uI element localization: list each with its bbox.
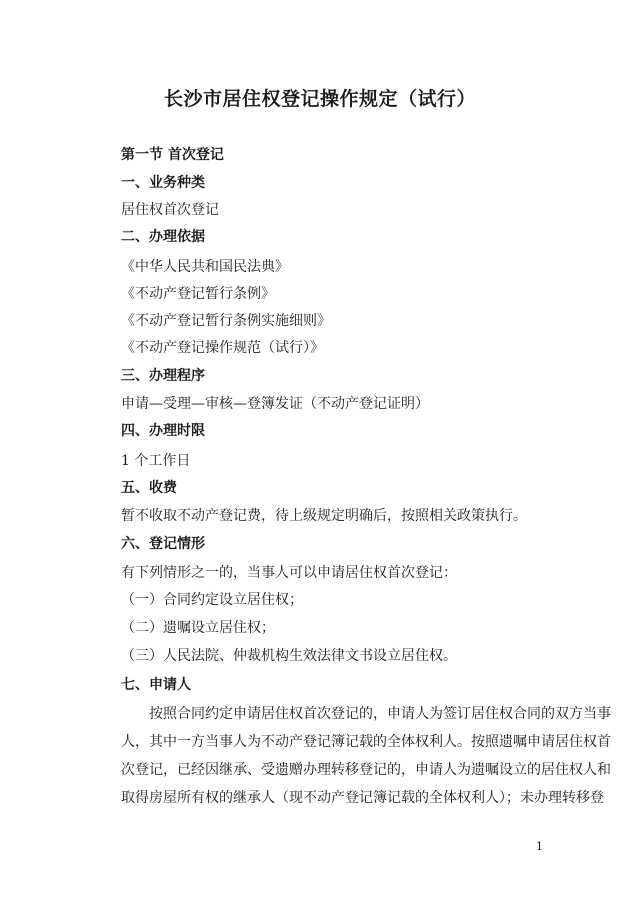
item-text: 《不动产登记操作规范（试行）》 (121, 340, 324, 356)
item-text: 《不动产登记暂行条例实施细则》 (121, 313, 331, 329)
item-heading-business-type: 一、业务种类 (121, 175, 205, 191)
paragraph-line: 次登记，已经因继承、受遗赠办理转移登记的，申请人为遗嘱设立的居住权人和 (121, 762, 611, 778)
paragraph-line: 按照合同约定申请居住权首次登记的，申请人为签订居住权合同的双方当事 (149, 706, 611, 722)
paragraph-line: 取得房屋所有权的继承人（现不动产登记簿记载的全体权利人）；未办理转移登 (121, 790, 604, 806)
item-heading-legal-basis: 二、办理依据 (121, 229, 205, 245)
item-text: 《不动产登记暂行条例》 (121, 286, 275, 302)
section-heading: 第一节 首次登记 (121, 147, 224, 163)
item-text: （三）人民法院、仲裁机构生效法律文书设立居住权。 (121, 648, 457, 664)
paragraph-line: 人，其中一方当事人为不动产登记簿记载的全体权利人。按照遗嘱申请居住权首 (121, 734, 611, 750)
item-heading-registration-cases: 六、登记情形 (121, 536, 205, 552)
item-text: 《中华人民共和国民法典》 (121, 259, 289, 275)
item-heading-time-limit: 四、办理时限 (121, 423, 205, 439)
document-title: 长沙市居住权登记操作规定（试行） (163, 88, 476, 110)
item-text: 有下列情形之一的，当事人可以申请居住权首次登记： (121, 565, 457, 581)
item-text: 居住权首次登记 (121, 202, 219, 218)
item-text: （二）遗嘱设立居住权； (121, 620, 275, 636)
item-heading-procedure: 三、办理程序 (121, 368, 205, 384)
item-text: 暂不收取不动产登记费，待上级规定明确后，按照相关政策执行。 (121, 508, 527, 524)
item-heading-fees: 五、收费 (121, 480, 177, 496)
item-text: 1 个工作日 (121, 453, 191, 469)
item-text: （一）合同约定设立居住权； (121, 592, 303, 608)
item-text: 申请—受理—审核—登簿发证（不动产登记证明） (121, 396, 429, 412)
page-number: 1 (536, 840, 543, 853)
item-heading-applicant: 七、申请人 (121, 677, 191, 693)
